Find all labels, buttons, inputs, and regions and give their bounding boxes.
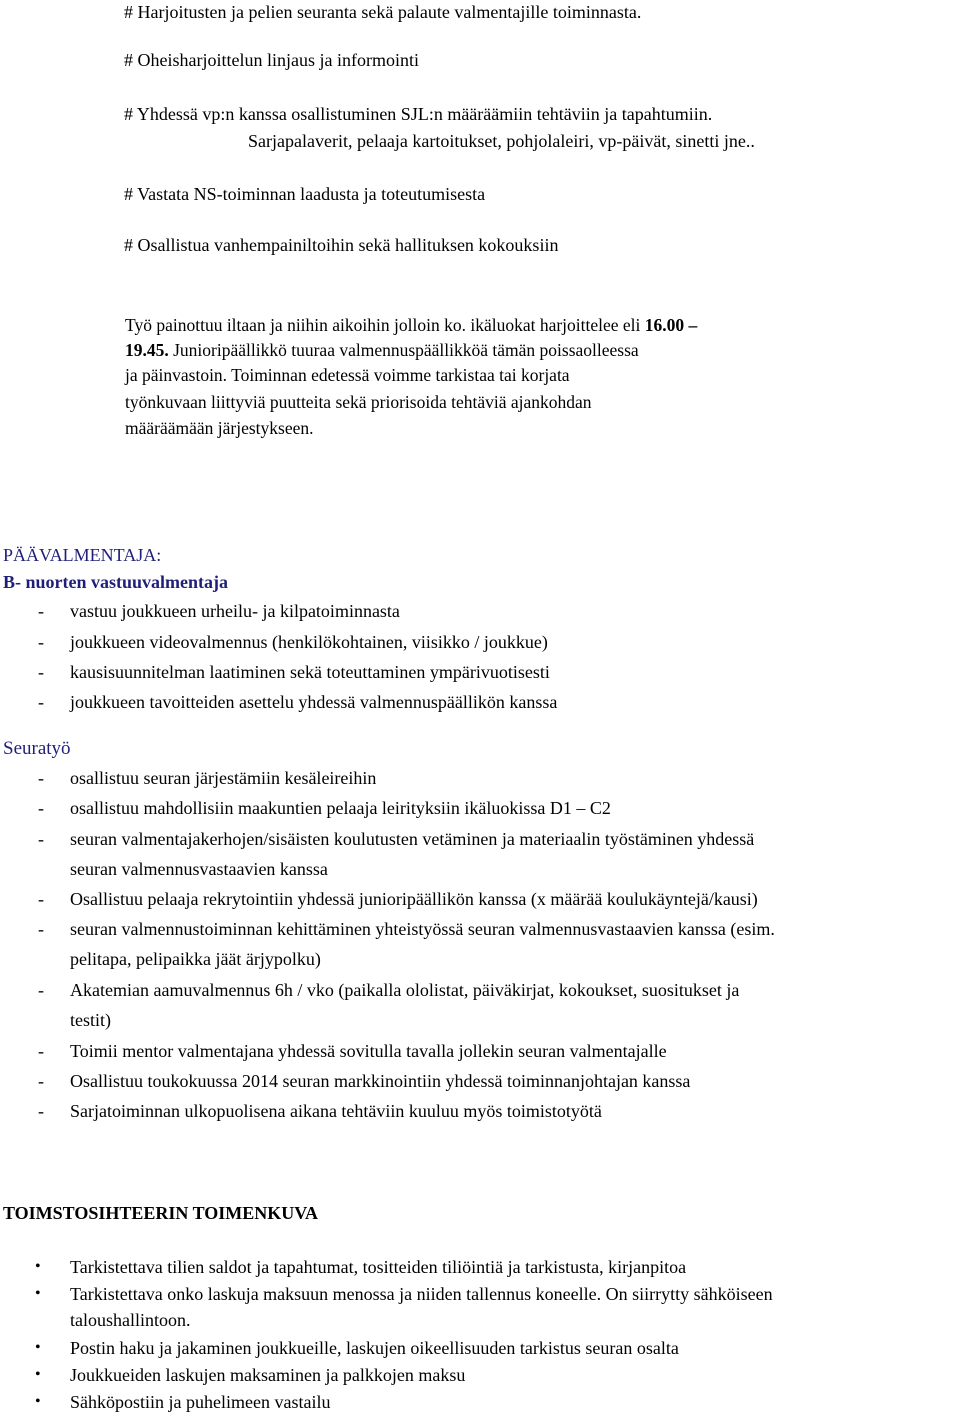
dash-marker: - — [38, 601, 44, 621]
dash-marker: - — [38, 692, 44, 712]
section-heading-seuratyo: Seuratyö — [3, 738, 71, 759]
dash-marker: - — [38, 632, 44, 652]
dash-marker: - — [38, 768, 44, 788]
dash-marker: - — [38, 889, 44, 909]
bullet-marker: • — [35, 1366, 41, 1383]
dash-marker: - — [38, 1101, 44, 1121]
dash-marker: - — [38, 798, 44, 818]
dash-marker: - — [38, 980, 44, 1000]
top-item-continuation: Sarjapalaverit, pelaaja kartoitukset, pohjolaleiri, vp-päivät, sinetti jne.. — [248, 131, 755, 151]
bullet-marker: • — [35, 1339, 41, 1356]
top-item: # Vastata NS-toiminnan laadusta ja toteutumisesta — [124, 184, 486, 204]
work-paragraph-line: 19.45. Junioripäällikkö tuuraa valmennuspäällikköä tämän poissaolleessa — [125, 340, 639, 360]
bullet-marker: • — [35, 1258, 41, 1275]
dash-marker: - — [38, 1071, 44, 1091]
dash-marker: - — [38, 829, 44, 849]
bullet-marker: • — [35, 1393, 41, 1410]
list-item-continuation: seuran valmennusvastaavien kanssa — [70, 859, 328, 879]
dash-marker: - — [38, 919, 44, 939]
section-subheading: B- nuorten vastuuvalmentaja — [3, 572, 229, 592]
list-item-continuation: taloushallintoon. — [70, 1310, 191, 1330]
work-paragraph-line: työnkuvaan liittyviä puutteita sekä priorisoida tehtäviä ajankohdan — [125, 392, 592, 412]
work-paragraph-line: ja päinvastoin. Toiminnan edetessä voimme tarkistaa tai korjata — [125, 365, 570, 385]
work-paragraph-line: määräämään järjestykseen. — [125, 418, 314, 438]
top-item: # Harjoitusten ja pelien seuranta sekä palaute valmentajille toiminnasta. — [124, 2, 642, 22]
section-heading-toimistosihteeri: TOIMSTOSIHTEERIN TOIMENKUVA — [3, 1203, 318, 1223]
list-item-continuation: testit) — [70, 1010, 111, 1030]
top-item: # Oheisharjoittelun linjaus ja informointi — [124, 50, 419, 70]
bullet-marker: • — [35, 1285, 41, 1302]
top-item: # Osallistua vanhempainiltoihin sekä hallituksen kokouksiin — [124, 235, 559, 255]
list-item-continuation: pelitapa, pelipaikka jäät ärjypolku) — [70, 949, 321, 969]
top-item: # Yhdessä vp:n kanssa osallistuminen SJL:n määräämiin tehtäviin ja tapahtumiin. — [124, 104, 713, 124]
work-paragraph-line: Työ painottuu iltaan ja niihin aikoihin jolloin ko. ikäluokat harjoittelee eli 16.00 – — [125, 315, 698, 335]
section-heading-paavalmentaja: PÄÄVALMENTAJA: — [3, 545, 162, 565]
dash-marker: - — [38, 662, 44, 682]
dash-marker: - — [38, 1041, 44, 1061]
